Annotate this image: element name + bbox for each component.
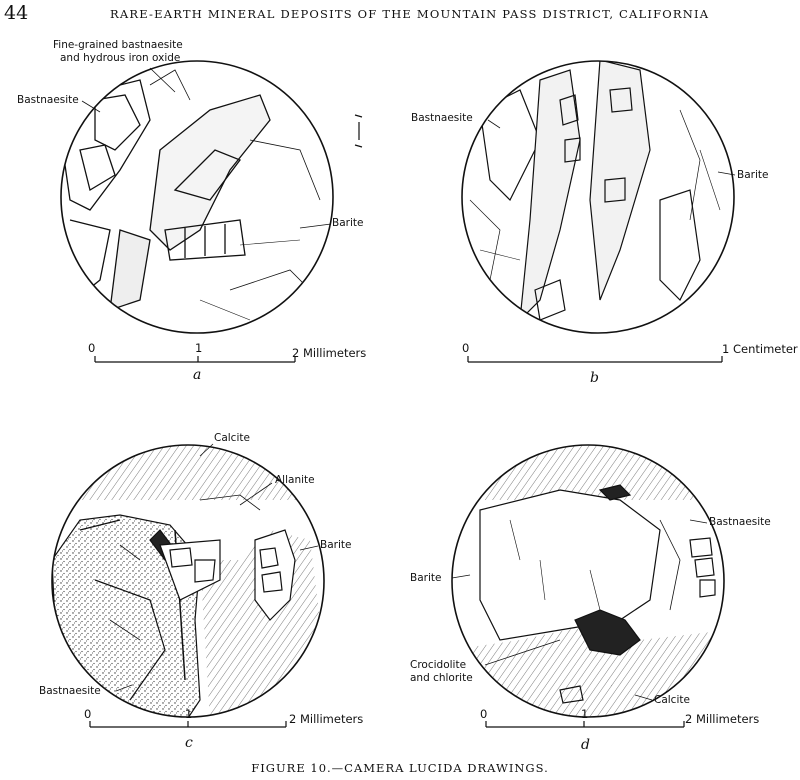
label-c-allanite: Allanite (275, 474, 315, 486)
scale-a-end: 2 Millimeters (292, 346, 367, 360)
label-c-calcite: Calcite (214, 432, 250, 444)
scale-c-start: 0 (84, 707, 92, 721)
panel-label-b: b (590, 370, 599, 386)
figure-caption: FIGURE 10.—CAMERA LUCIDA DRAWINGS. (251, 761, 549, 775)
scale-c-mid: 1 (185, 707, 193, 721)
label-a-barite: Barite (332, 217, 364, 229)
panel-label-a: a (193, 367, 202, 383)
label-d-crocidolite-2: and chlorite (410, 672, 473, 684)
scale-b-end: 1 Centimeter (722, 342, 798, 356)
scale-d-start: 0 (480, 707, 488, 721)
label-b-barite: Barite (737, 169, 769, 181)
label-d-barite: Barite (410, 572, 442, 584)
label-d-crocidolite-1: Crocidolite (410, 659, 467, 671)
scale-b-start: 0 (462, 341, 470, 355)
panel-label-c: c (185, 735, 193, 751)
label-d-calcite: Calcite (654, 694, 690, 706)
drawing-b (462, 60, 735, 333)
scale-a-mid: 1 (195, 341, 203, 355)
panel-label-d: d (581, 737, 590, 753)
label-c-barite: Barite (320, 539, 352, 551)
label-a-bastnaesite: Bastnaesite (17, 94, 79, 106)
label-c-bastnaesite: Bastnaesite (39, 685, 101, 697)
label-b-bastnaesite: Bastnaesite (411, 112, 473, 124)
drawing-a (60, 61, 362, 333)
scale-d-mid: 1 (581, 707, 589, 721)
page-number: 44 (4, 2, 29, 24)
label-d-bastnaesite: Bastnaesite (709, 516, 771, 528)
running-head: RARE-EARTH MINERAL DEPOSITS OF THE MOUNTAIN PASS DISTRICT, CALIFORNIA (110, 7, 710, 21)
label-a-fine-grained-2: and hydrous iron oxide (60, 52, 181, 64)
scale-c-end: 2 Millimeters (289, 712, 364, 726)
drawing-d (450, 440, 750, 720)
label-a-fine-grained-1: Fine-grained bastnaesite (53, 39, 183, 51)
scale-a-start: 0 (88, 341, 96, 355)
scale-d-end: 2 Millimeters (685, 712, 760, 726)
